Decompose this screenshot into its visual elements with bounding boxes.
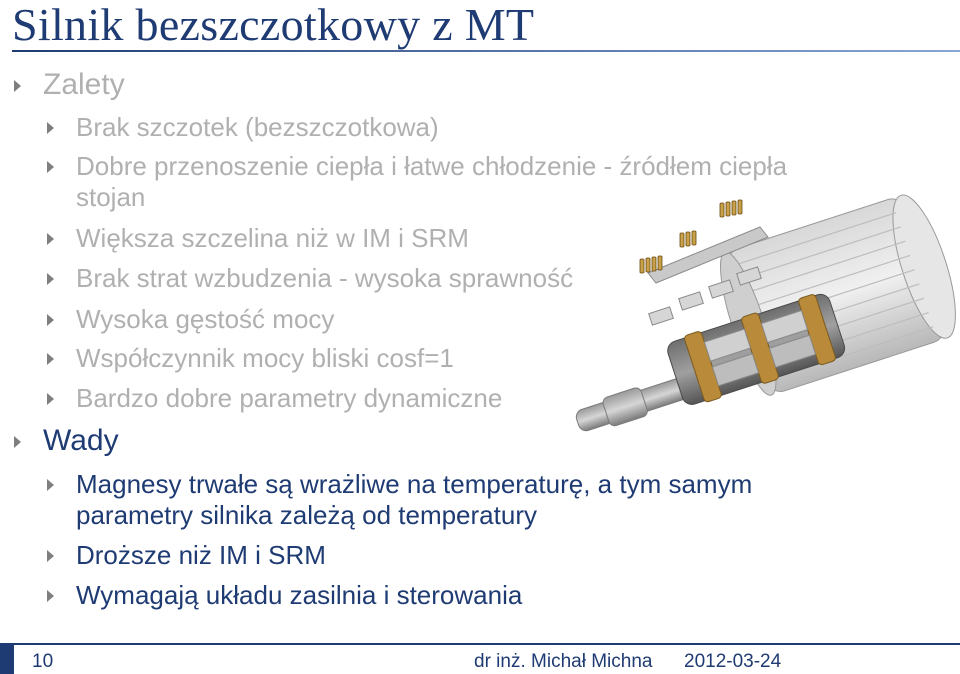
advantages-heading: Zalety [43, 68, 125, 101]
disadvantage-text: Magnesy trwałe są wrażliwe na temperaturę, a tym samym [76, 469, 753, 499]
disadvantages-heading: Wady [43, 424, 119, 457]
triangle-bullet-icon [47, 161, 54, 173]
triangle-bullet-icon [47, 353, 54, 365]
advantage-text: Wysoka gęstość mocy [76, 304, 335, 334]
triangle-bullet-icon [47, 233, 54, 245]
disadvantage-text: Droższe niż IM i SRM [76, 540, 326, 570]
disadvantage-text: Wymagają układu zasilnia i sterowania [76, 580, 523, 610]
triangle-bullet-icon [47, 590, 54, 602]
triangle-bullet-icon [47, 393, 54, 405]
triangle-bullet-icon [47, 314, 54, 326]
triangle-bullet-icon [47, 550, 54, 562]
slide-title: Silnik bezszczotkowy z MT [12, 0, 535, 50]
title-underline [12, 50, 960, 52]
footer-divider [0, 643, 960, 645]
advantage-text: Brak strat wzbudzenia - wysoka sprawność [76, 263, 574, 293]
triangle-bullet-icon [14, 436, 21, 448]
advantage-text: Współczynnik mocy bliski cosf=1 [76, 343, 454, 373]
triangle-bullet-icon [47, 479, 54, 491]
footer-author: dr inż. Michał Michna [474, 651, 653, 672]
advantage-text: Dobre przenoszenie ciepła i łatwe chłodzenie - źródłem ciepła [76, 151, 788, 181]
motor-exploded-view-illustration [560, 175, 960, 485]
advantage-text: Bardzo dobre parametry dynamiczne [76, 383, 503, 413]
footer-date: 2012-03-24 [684, 651, 782, 672]
advantage-text: Większa szczelina niż w IM i SRM [76, 223, 469, 253]
triangle-bullet-icon [47, 122, 54, 134]
page-number: 10 [32, 651, 54, 672]
triangle-bullet-icon [14, 80, 21, 92]
advantage-text: Brak szczotek (bezszczotkowa) [76, 112, 439, 142]
disadvantage-text: parametry silnika zależą od temperatury [76, 500, 537, 530]
advantage-text: stojan [76, 182, 146, 212]
triangle-bullet-icon [47, 273, 54, 285]
footer-accent-bar [0, 645, 14, 674]
